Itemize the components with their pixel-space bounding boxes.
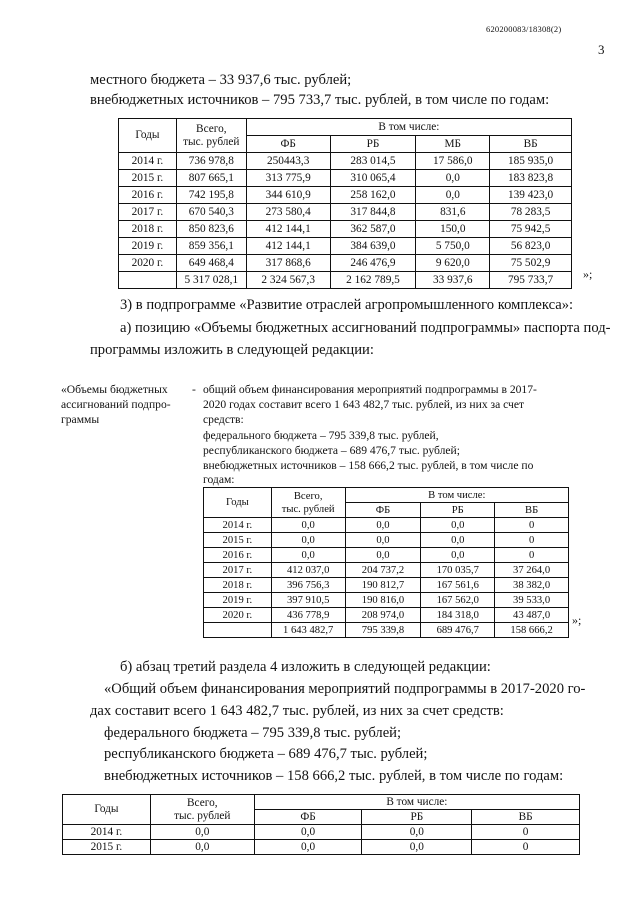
value-cell: 0 [472,825,580,840]
col-header-total [271,488,345,518]
table2-closing-quote: »; [572,613,582,627]
value-cell: 0,0 [271,518,345,533]
value-cell: 0,0 [345,518,421,533]
value-cell: 250443,3 [246,153,330,170]
value-cell: 670 540,3 [176,204,246,221]
year-cell: 2015 г. [63,840,151,855]
value-cell: 33 937,6 [416,272,490,289]
passport-dash: - [192,383,196,396]
table-row [119,187,572,204]
value-cell: 2 162 789,5 [330,272,416,289]
value-cell: 37 264,0 [495,563,569,578]
value-cell: 0,0 [362,840,472,855]
page-number: 3 [598,42,605,57]
value-cell: 38 382,0 [495,578,569,593]
value-cell: 158 666,2 [495,623,569,638]
passport-federal: федерального бюджета – 795 339,8 тыс. рублей, [203,429,439,442]
value-cell: 0 [495,533,569,548]
table-row [204,563,569,578]
col-header-total-line1: Всего, [293,490,323,502]
table1-closing-quote: »; [583,267,593,281]
col-header-rb: РБ [362,810,472,825]
document-id: 620200083/18308(2) [486,24,562,34]
table-row [204,548,569,563]
col-header-vb: ВБ [472,810,580,825]
value-cell: 384 639,0 [330,238,416,255]
year-cell: 2015 г. [204,533,272,548]
col-header-total-line1: Всего, [196,122,227,135]
value-cell: 204 737,2 [345,563,421,578]
funding-table-1 [118,118,572,289]
table-row [63,840,580,855]
table-row [119,170,572,187]
col-header-years: Годы [119,119,177,153]
value-cell: 75 502,9 [490,255,572,272]
value-cell: 208 974,0 [345,608,421,623]
col-header-mb: МБ [416,136,490,153]
value-cell: 859 356,1 [176,238,246,255]
value-cell: 139 423,0 [490,187,572,204]
value-cell: 5 750,0 [416,238,490,255]
col-header-vb: ВБ [490,136,572,153]
passport-right-line2: 2020 годах составит всего 1 643 482,7 тыс. рублей, из них за счет [203,398,525,411]
year-cell: 2018 г. [204,578,272,593]
value-cell: 436 778,9 [271,608,345,623]
value-cell: 0,0 [254,825,362,840]
value-cell: 39 533,0 [495,593,569,608]
year-cell: 2018 г. [119,221,177,238]
value-cell: 742 195,8 [176,187,246,204]
col-header-group: В том числе: [345,488,568,503]
value-cell: 362 587,0 [330,221,416,238]
year-cell: 2020 г. [204,608,272,623]
col-header-years: Годы [204,488,272,518]
value-cell: 0,0 [150,840,254,855]
passport-republican: республиканского бюджета – 689 476,7 тыс. рублей; [203,444,460,457]
table-row [204,608,569,623]
value-cell: 0,0 [421,533,495,548]
value-cell: 412 144,1 [246,221,330,238]
value-cell: 0,0 [416,170,490,187]
table-row [119,272,572,289]
value-cell: 0 [495,518,569,533]
value-cell: 0,0 [421,548,495,563]
value-cell: 1 643 482,7 [271,623,345,638]
value-cell: 167 561,6 [421,578,495,593]
value-cell: 412 037,0 [271,563,345,578]
value-cell: 17 586,0 [416,153,490,170]
col-header-group: В том числе: [246,119,571,136]
col-header-vb: ВБ [495,503,569,518]
table-row [204,578,569,593]
passport-extra-line1: внебюджетных источников – 158 666,2 тыс. рублей, в том числе по [203,459,534,472]
section-b-extra: внебюджетных источников – 158 666,2 тыс. рублей, в том числе по годам: [104,768,564,784]
value-cell: 185 935,0 [490,153,572,170]
col-header-total [176,119,246,153]
col-header-total-line2: тыс. рублей [281,503,335,515]
section-b-line3: дах составит всего 1 643 482,7 тыс. рублей, из них за счет средств: [90,703,504,719]
year-cell: 2019 г. [119,238,177,255]
value-cell: 0,0 [362,825,472,840]
value-cell: 43 487,0 [495,608,569,623]
table-header-row [119,119,572,136]
value-cell: 344 610,9 [246,187,330,204]
table-row [63,825,580,840]
value-cell: 56 823,0 [490,238,572,255]
funding-table-3 [62,794,580,855]
value-cell: 412 144,1 [246,238,330,255]
value-cell: 807 665,1 [176,170,246,187]
value-cell: 649 468,4 [176,255,246,272]
col-header-group: В том числе: [254,795,579,810]
value-cell: 190 812,7 [345,578,421,593]
section-b-federal: федерального бюджета – 795 339,8 тыс. рублей; [104,725,402,741]
value-cell: 0,0 [421,518,495,533]
value-cell: 78 283,5 [490,204,572,221]
table-row [204,593,569,608]
section3-a-line2: программы изложить в следующей редакции: [90,342,374,358]
value-cell: 397 910,5 [271,593,345,608]
value-cell: 190 816,0 [345,593,421,608]
intro-line-local-budget: местного бюджета – 33 937,6 тыс. рублей; [90,72,352,88]
year-cell: 2014 г. [119,153,177,170]
value-cell: 75 942,5 [490,221,572,238]
col-header-total [150,795,254,825]
value-cell: 795 339,8 [345,623,421,638]
value-cell: 167 562,0 [421,593,495,608]
year-cell: 2014 г. [63,825,151,840]
intro-line-extrabudget: внебюджетных источников – 795 733,7 тыс. рублей, в том числе по годам: [90,92,550,108]
col-header-fb: ФБ [246,136,330,153]
value-cell: 0,0 [271,533,345,548]
value-cell: 9 620,0 [416,255,490,272]
value-cell: 0,0 [254,840,362,855]
value-cell: 2 324 567,3 [246,272,330,289]
table-header-row [204,488,569,503]
value-cell: 396 756,3 [271,578,345,593]
table-row [119,221,572,238]
value-cell: 850 823,6 [176,221,246,238]
value-cell: 273 580,4 [246,204,330,221]
year-cell [119,272,177,289]
table-row [119,238,572,255]
value-cell: 184 318,0 [421,608,495,623]
passport-extra-line2: годам: [203,473,235,486]
col-header-fb: ФБ [254,810,362,825]
col-header-fb: ФБ [345,503,421,518]
value-cell: 736 978,8 [176,153,246,170]
table-row [119,255,572,272]
table-row [119,153,572,170]
col-header-total-line2: тыс. рублей [183,135,240,148]
year-cell: 2016 г. [204,548,272,563]
passport-left-line2: ассигнований подпро- [61,398,171,411]
col-header-rb: РБ [421,503,495,518]
value-cell: 689 476,7 [421,623,495,638]
value-cell: 0 [472,840,580,855]
value-cell: 0,0 [345,533,421,548]
section3-a-line1: а) позицию «Объемы бюджетных ассигнований подпрограммы» паспорта под- [120,320,611,336]
col-header-total-line2: тыс. рублей [174,809,231,822]
section-b-line1: б) абзац третий раздела 4 изложить в следующей редакции: [120,659,491,675]
value-cell: 310 065,4 [330,170,416,187]
table-row [119,204,572,221]
value-cell: 0 [495,548,569,563]
value-cell: 283 014,5 [330,153,416,170]
table-header-row [63,795,580,810]
col-header-total-line1: Всего, [187,796,218,809]
value-cell: 246 476,9 [330,255,416,272]
value-cell: 0,0 [416,187,490,204]
value-cell: 5 317 028,1 [176,272,246,289]
table-row [204,533,569,548]
section3-line: 3) в подпрограмме «Развитие отраслей агропромышленного комплекса»: [120,297,574,313]
value-cell: 831,6 [416,204,490,221]
year-cell: 2017 г. [119,204,177,221]
value-cell: 170 035,7 [421,563,495,578]
funding-table-2 [203,487,569,638]
col-header-rb: РБ [330,136,416,153]
section-b-republican: республиканского бюджета – 689 476,7 тыс. рублей; [104,746,428,762]
value-cell: 0,0 [271,548,345,563]
value-cell: 795 733,7 [490,272,572,289]
year-cell: 2019 г. [204,593,272,608]
value-cell: 183 823,8 [490,170,572,187]
section-b-line2: «Общий объем финансирования мероприятий подпрограммы в 2017-2020 го- [104,681,586,697]
value-cell: 317 868,6 [246,255,330,272]
year-cell [204,623,272,638]
year-cell: 2017 г. [204,563,272,578]
table-row [204,623,569,638]
value-cell: 0,0 [150,825,254,840]
value-cell: 150,0 [416,221,490,238]
year-cell: 2020 г. [119,255,177,272]
passport-right-line1: общий объем финансирования мероприятий подпрограммы в 2017- [203,383,537,396]
year-cell: 2015 г. [119,170,177,187]
passport-right-line3: средств: [203,413,244,426]
table-row [204,518,569,533]
value-cell: 317 844,8 [330,204,416,221]
col-header-years: Годы [63,795,151,825]
value-cell: 313 775,9 [246,170,330,187]
passport-left-line3: граммы [61,413,100,426]
passport-left-line1: «Объемы бюджетных [61,383,168,396]
value-cell: 0,0 [345,548,421,563]
year-cell: 2016 г. [119,187,177,204]
year-cell: 2014 г. [204,518,272,533]
value-cell: 258 162,0 [330,187,416,204]
